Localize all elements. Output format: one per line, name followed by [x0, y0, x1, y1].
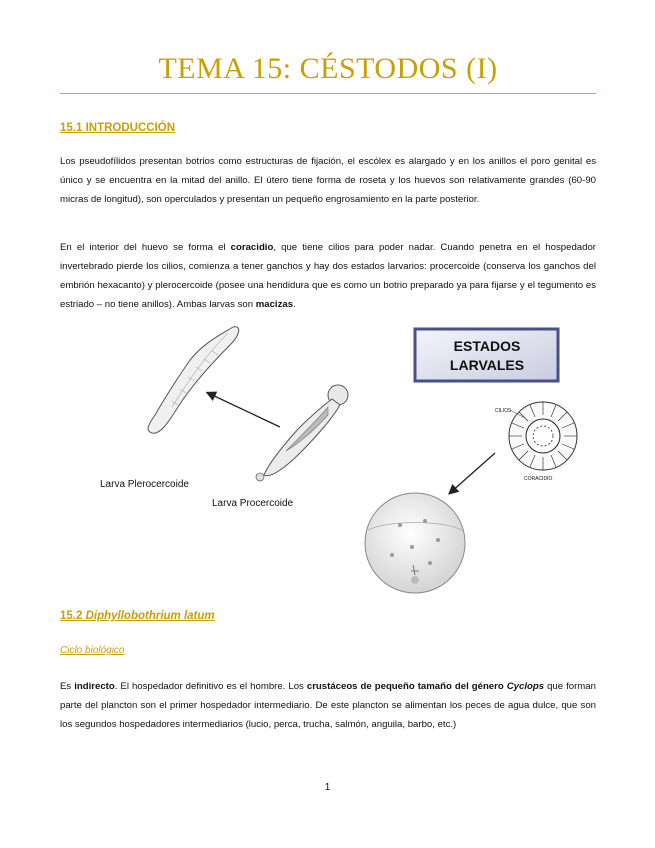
box-title-line1: ESTADOS [453, 338, 521, 354]
subheading-ciclo-biologico: Ciclo biológico [60, 645, 125, 656]
arrow-to-plerocercoide [208, 393, 280, 427]
paragraph-ciclo: Es indirecto. El hospedador definitivo es el hombre. Los crustáceos de pequeño tamaño del género Cyclops que forman parte del plancton son el primer hospedador intermediario. De este plancton se alimentan los peces de agua dulce, que son los segundos hospedadores intermediarios (lucio, perca, trucha, salmón, anguila, barbo, etc.) [60, 681, 596, 730]
term-macizas: macizas [255, 299, 294, 310]
label-plerocercoide: Larva Plerocercoide [100, 479, 189, 490]
label-coracidio: CORACIDIO [524, 476, 553, 482]
term-coracidio: coracidio [230, 242, 274, 253]
paragraph-intro-1: Los pseudofílidos presentan botrios como estructuras de fijación, el escólex es alargado y en los anillos el poro genital es único y se encuentra en la mitad del anillo. El útero tiene forma de roseta y los huevos son relativamente grandes (60-90 micras de longitud), son operculados y presentan un pequeño engrosamiento en la parte posterior. [60, 156, 596, 205]
label-cilios: CILIOS [495, 408, 512, 414]
larval-stages-figure [100, 315, 595, 600]
plerocercoid-larva-drawing [148, 327, 239, 433]
procercoid-larva-drawing [256, 385, 348, 481]
arrow-to-egg [450, 453, 495, 493]
title-divider [60, 93, 596, 94]
paragraph-intro-2: En el interior del huevo se forma el coracidio, que tiene cilios para poder nadar. Cuando penetra en el hospedador invertebrado pierde los cilios, comienza a tener ganchos y hay dos estados larvarios: procercoide (conserva los ganchos del embrión hexacanto) y plerocercoide (posee una hendidura que es como un botrio preparado ya para fijarse y el tegumento es estriado – no tiene anillos). Ambas larvas son macizas. [60, 242, 596, 310]
box-title-line2: LARVALES [449, 357, 525, 373]
estados-larvales-box [415, 329, 558, 381]
page-title: TEMA 15: CÉSTODOS (I) [158, 52, 498, 85]
section-heading-introduccion: 15.1 INTRODUCCIÓN [60, 122, 176, 134]
coracidium-drawing [509, 402, 577, 470]
section-heading-diphyllobothrium: 15.2 Diphyllobothrium latum [60, 610, 215, 622]
label-procercoide: Larva Procercoide [212, 498, 294, 509]
egg-drawing [365, 493, 465, 593]
page-number: 1 [324, 782, 331, 793]
